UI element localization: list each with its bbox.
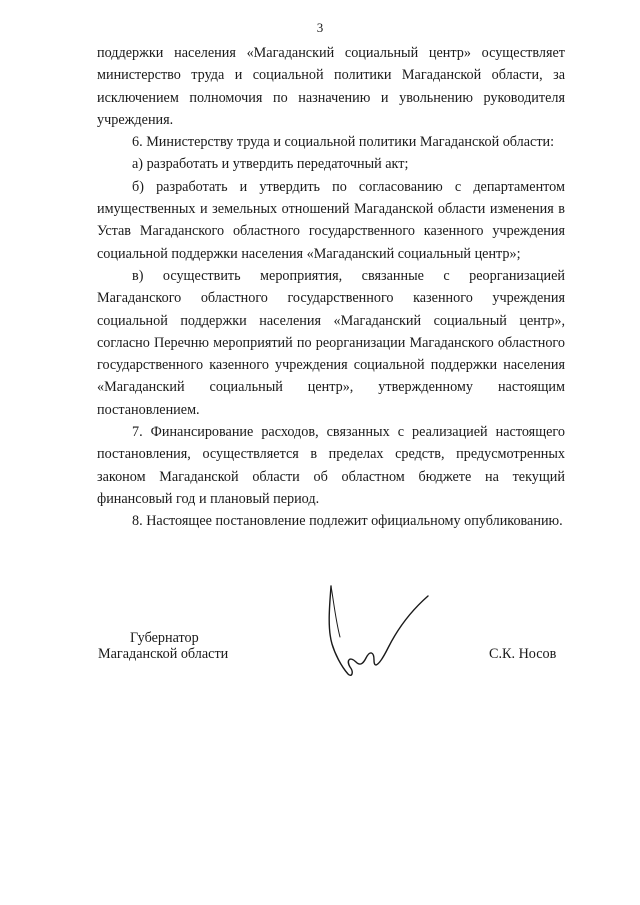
handwritten-signature [300,582,440,692]
paragraph-item-6a: а) разработать и утвердить передаточный акт; [132,156,409,173]
paragraph-item-6v: в) осуществить мероприятия, связанные с реорганизацией Магаданского областного государственного казенного учреждения социальной поддержки населения «Магаданский социальный центр», согласно Перечню мероприятий по реорганизации Магаданского областного государственного казенного учреждения социальной поддержки населения «Магаданский социальный центр», утвержденному настоящим постановлением. [97,267,565,418]
page-number: 3 [316,20,324,35]
paragraph-item-6: 6. Министерству труда и социальной политики Магаданской области: [132,134,555,151]
paragraph-item-8: 8. Настоящее постановление подлежит официальному опубликованию. [132,513,563,530]
signatory-title-line2: Магаданской области [98,646,229,662]
paragraph-continuation: поддержки населения «Магаданский социальный центр» осуществляет министерство труда и социальной политики Магаданской области, за исключением полномочия по назначению и увольнению руководителя учреждения. [97,45,565,128]
signatory-title-line1: Губернатор [130,630,199,646]
paragraph-item-7: 7. Финансирование расходов, связанных с реализацией настоящего постановления, осуществляется в пределах средств, предусмотренных законом Магаданской области об областном бюджете на текущий финансовый год и плановый период. [97,424,565,507]
paragraph-item-6b: б) разработать и утвердить по согласованию с департаментом имущественных и земельных отношений Магаданской области изменения в Устав Магаданского областного государственного казенного учреждения социальной поддержки населения «Магаданский социальный центр»; [97,178,565,262]
signatory-name: С.К. Носов [489,646,557,662]
